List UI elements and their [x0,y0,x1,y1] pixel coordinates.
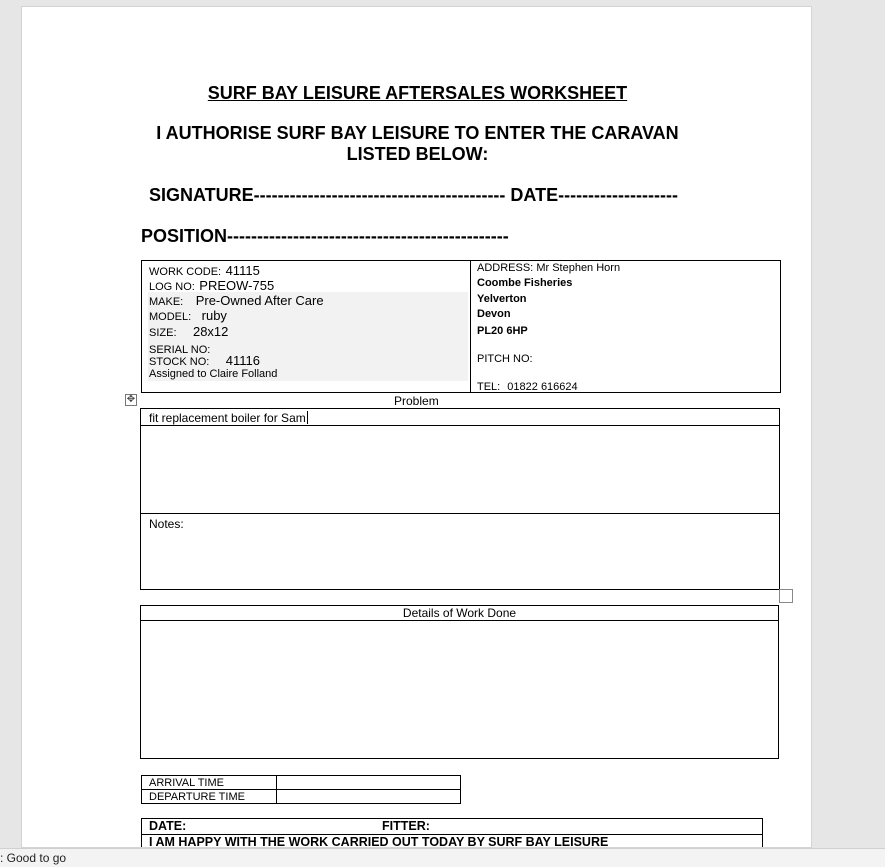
job-info-table [141,260,781,393]
stock-value[interactable]: 41116 [225,353,260,368]
work-done-cell[interactable] [141,621,778,758]
make-label: MAKE: [149,296,184,308]
authorisation-line-2: LISTED BELOW: [346,144,489,164]
problem-description[interactable] [149,411,308,425]
authorisation-statement [142,123,693,165]
postcode[interactable]: PL20 6HP [477,325,528,337]
column-divider [470,261,471,392]
log-no-label: LOG NO: [149,281,195,293]
address-row [477,262,620,274]
tel-row [477,381,578,393]
signature-date-line: SIGNATURE------------------------------------------ DATE-------------------- [149,185,678,205]
notes-label: Notes: [149,517,184,531]
address-line-2[interactable]: Yelverton [477,293,527,305]
text-cursor [307,411,308,424]
departure-time-cell[interactable] [277,790,460,803]
arrival-time-cell[interactable] [277,776,460,789]
work-code-label: WORK CODE: [149,266,222,278]
serial-label: SERIAL NO: [149,344,211,356]
position-line: POSITION----------------------------------------------- [141,226,509,246]
tel-label: TEL: [477,381,501,393]
table-move-handle-icon[interactable]: ✥ [126,394,136,405]
document-page [21,6,812,848]
customer-signoff-table [141,818,763,848]
address-line-3[interactable]: Devon [477,308,511,320]
worksheet-title: SURF BAY LEISURE AFTERSALES WORKSHEET [207,83,628,103]
departure-time-label: DEPARTURE TIME [149,791,245,803]
assigned-to: Assigned to Claire Folland [149,368,278,380]
problem-detail-cell[interactable] [141,426,779,513]
work-code-value[interactable]: 41115 [225,263,260,278]
tel-value[interactable]: 01822 616624 [507,381,578,393]
arrival-time-label: ARRIVAL TIME [149,777,224,789]
model-value[interactable]: ruby [201,308,227,323]
times-table [141,775,461,804]
signoff-date-label: DATE: [149,819,187,833]
log-no-value[interactable]: PREOW-755 [199,278,275,293]
work-done-heading: Details of Work Done [402,606,517,620]
model-label: MODEL: [149,311,192,323]
pitch-no-label: PITCH NO: [477,353,533,365]
size-label: SIZE: [149,327,177,339]
address-label: ADDRESS: [477,262,534,274]
customer-name[interactable]: Mr Stephen Horn [536,262,621,274]
table-resize-handle[interactable] [779,589,793,603]
problem-text: fit replacement boiler for Sam [149,411,306,425]
problem-table [140,408,780,590]
make-value[interactable]: Pre-Owned After Care [195,293,324,308]
problem-heading: Problem [394,394,439,408]
status-text: : Good to go [0,851,67,865]
notes-row-divider [141,513,779,514]
work-done-table [140,605,779,759]
address-line-1[interactable]: Coombe Fisheries [477,277,573,289]
size-row [149,323,228,341]
signoff-fitter-label: FITTER: [382,819,430,833]
stock-label: STOCK NO: [149,356,210,368]
size-value[interactable]: 28x12 [192,324,229,339]
authorisation-line-1: I AUTHORISE SURF BAY LEISURE TO ENTER THE CARAVAN [156,123,679,143]
status-bar [0,848,885,867]
customer-satisfaction-statement: I AM HAPPY WITH THE WORK CARRIED OUT TODAY BY SURF BAY LEISURE [149,835,609,848]
